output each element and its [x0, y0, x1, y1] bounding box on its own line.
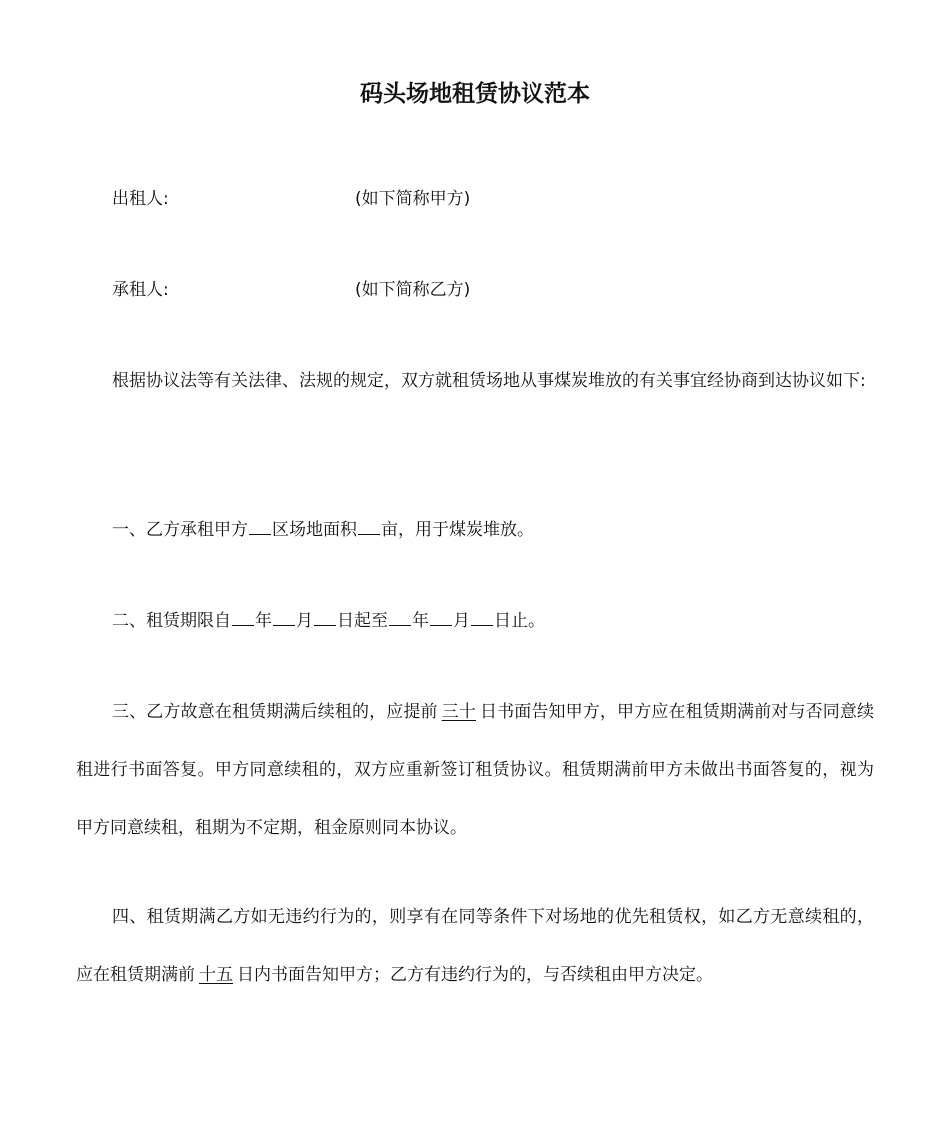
clause-2-text-a: 二、租赁期限自 — [112, 611, 231, 631]
clause-1-text-b: 区场地面积 — [272, 520, 357, 540]
end-month-blank — [430, 610, 452, 626]
clause-4-days: 十五 — [199, 965, 233, 985]
end-year-blank — [389, 610, 411, 626]
clause-3-text-b: 日书面告知甲方，甲方应在租赁期满前对与否同意续租进行书面答复。甲方同意续租的，双方应重新签订租赁协议。租赁期满前甲方未做出书面答复的，视为甲方同意续租，租期为不定期，租金原则同本协议。 — [76, 702, 875, 838]
lessee-note: (如下简称乙方) — [355, 280, 471, 300]
lessee-line — [112, 278, 471, 302]
clause-1-text-a: 一、乙方承租甲方 — [112, 520, 248, 540]
clause-2-month-2: 月 — [453, 611, 470, 631]
clause-2-day-2: 日止。 — [494, 611, 545, 631]
end-day-blank — [471, 610, 493, 626]
clause-4-text-b: 日内书面告知甲方；乙方有违约行为的，与否续租由甲方决定。 — [237, 965, 713, 985]
clause-3-paragraph — [76, 683, 874, 857]
start-month-blank — [273, 610, 295, 626]
zone-blank — [249, 519, 271, 535]
area-blank — [358, 519, 380, 535]
clause-1-text-c: 亩，用于煤炭堆放。 — [381, 520, 534, 540]
preamble-paragraph: 根据协议法等有关法律、法规的规定，双方就租赁场地从事煤炭堆放的有关事宜经协商到达协议如下: — [112, 371, 866, 391]
clause-4-paragraph — [76, 888, 874, 1004]
clause-2-paragraph — [76, 592, 874, 650]
clause-3-text-a: 三、乙方故意在租赁期满后续租的，应提前 — [112, 702, 438, 722]
lessor-label: 出租人: — [112, 189, 169, 209]
clause-2-year-1: 年 — [255, 611, 272, 631]
clause-4-text-a: 四、租赁期满乙方如无违约行为的，则享有在同等条件下对场地的优先租赁权，如乙方无意续租的，应在租赁期满前 — [76, 907, 874, 985]
lessor-line — [112, 187, 471, 211]
start-year-blank — [232, 610, 254, 626]
clause-2-year-2: 年 — [412, 611, 429, 631]
clause-1-paragraph — [76, 501, 874, 559]
clause-2-month-1: 月 — [296, 611, 313, 631]
clause-3-days: 三十 — [441, 702, 476, 722]
document-title: 码头场地租赁协议范本 — [360, 81, 590, 107]
start-day-blank — [314, 610, 336, 626]
lessor-note: (如下简称甲方) — [355, 189, 471, 209]
lessee-label: 承租人: — [112, 280, 169, 300]
clause-2-day-1: 日起至 — [337, 611, 388, 631]
